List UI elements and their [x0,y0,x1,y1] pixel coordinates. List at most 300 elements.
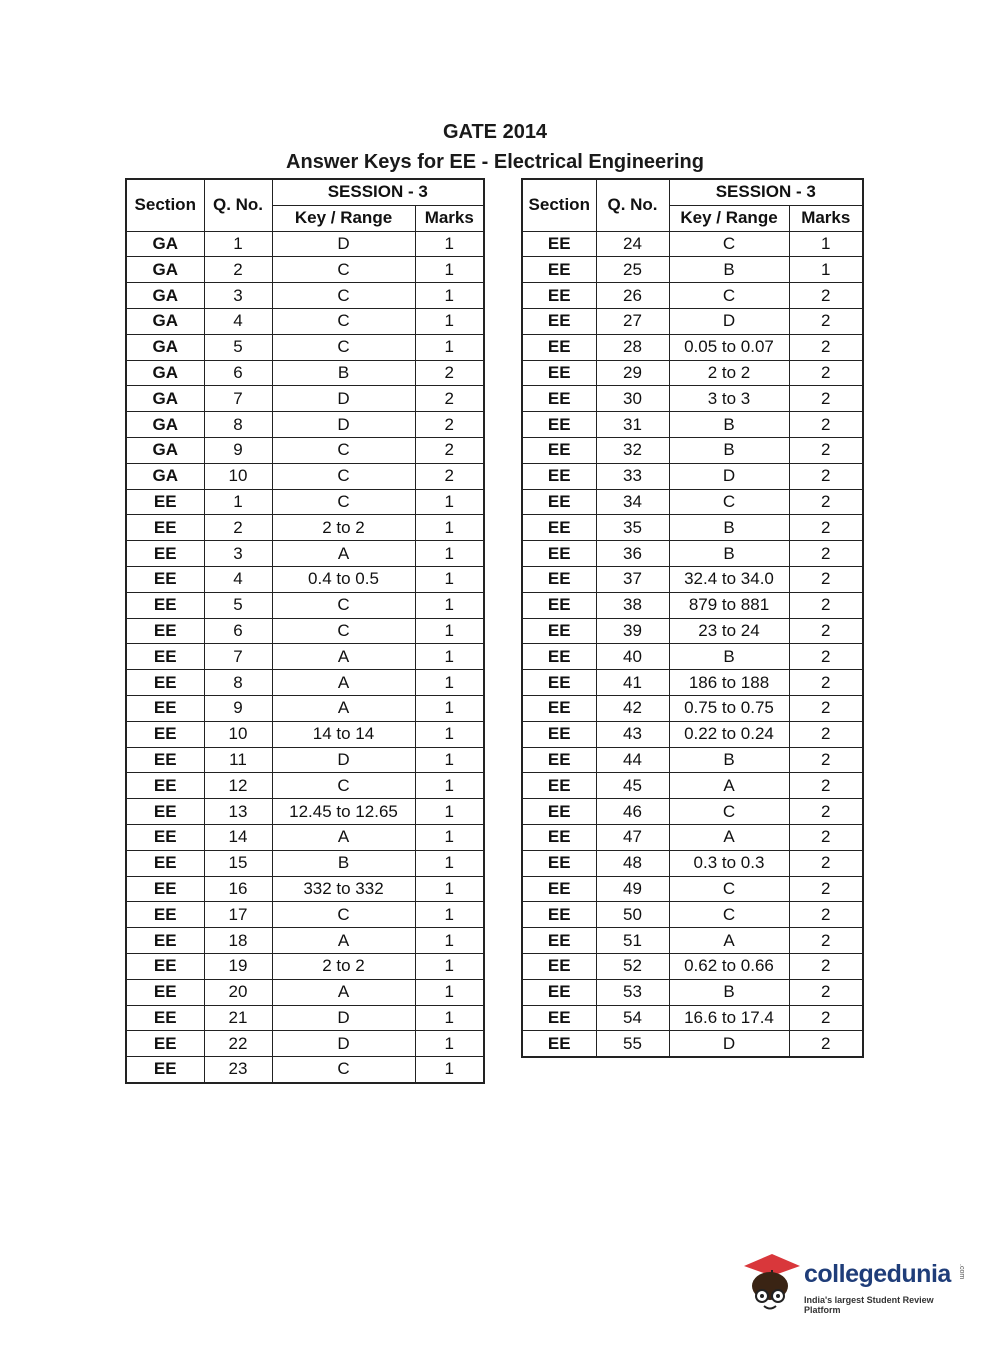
cell-qno: 34 [596,489,669,515]
table-row [522,902,863,928]
cell-qno: 40 [596,644,669,670]
table-row [522,747,863,773]
cell-key: 2 to 2 [272,515,415,541]
cell-section: EE [522,773,596,799]
cell-section: EE [126,1031,204,1057]
cell-marks: 2 [415,437,484,463]
cell-section: GA [126,257,204,283]
cell-marks: 1 [415,773,484,799]
cell-key: 32.4 to 34.0 [669,566,789,592]
cell-key: 0.05 to 0.07 [669,334,789,360]
table-row [522,644,863,670]
cell-marks: 2 [789,592,863,618]
cell-marks: 1 [415,231,484,257]
table-row [522,334,863,360]
cell-qno: 10 [204,721,272,747]
cell-qno: 21 [204,1005,272,1031]
table-row [522,979,863,1005]
table-row [126,902,484,928]
cell-marks: 2 [789,902,863,928]
cell-section: EE [126,902,204,928]
cell-qno: 12 [204,773,272,799]
cell-section: EE [522,386,596,412]
cell-key: 2 to 2 [272,953,415,979]
cell-marks: 1 [415,979,484,1005]
header-marks: Marks [789,205,863,231]
cell-key: A [669,824,789,850]
cell-qno: 22 [204,1031,272,1057]
cell-section: EE [522,721,596,747]
cell-marks: 1 [789,231,863,257]
cell-key: B [669,644,789,670]
table-row [126,308,484,334]
cell-marks: 2 [789,283,863,309]
cell-section: EE [522,463,596,489]
cell-section: EE [522,850,596,876]
cell-section: EE [126,721,204,747]
cell-section: EE [522,747,596,773]
cell-qno: 50 [596,902,669,928]
cell-key: B [272,850,415,876]
cell-section: EE [126,618,204,644]
cell-section: EE [522,953,596,979]
cell-key: 0.22 to 0.24 [669,721,789,747]
cell-key: C [669,876,789,902]
cell-key: B [669,257,789,283]
cell-marks: 1 [415,515,484,541]
header-session: SESSION - 3 [669,179,863,205]
cell-key: D [272,747,415,773]
answer-table-right [521,178,864,1058]
cell-section: EE [522,541,596,567]
table-row [522,618,863,644]
cell-marks: 2 [789,334,863,360]
table-row [126,824,484,850]
cell-section: GA [126,463,204,489]
cell-key: B [669,979,789,1005]
cell-key: C [272,592,415,618]
table-row [126,644,484,670]
cell-marks: 1 [415,799,484,825]
cell-key: A [272,695,415,721]
cell-key: 0.62 to 0.66 [669,953,789,979]
cell-section: EE [126,489,204,515]
logo-brand: collegedunia [804,1260,951,1288]
table-row [126,566,484,592]
cell-section: EE [522,566,596,592]
cell-marks: 2 [789,876,863,902]
cell-key: C [272,283,415,309]
table-row [126,231,484,257]
cell-qno: 9 [204,437,272,463]
cell-qno: 4 [204,308,272,334]
table-row [126,876,484,902]
table-row [126,489,484,515]
cell-key: B [669,515,789,541]
cell-marks: 2 [789,386,863,412]
cell-qno: 33 [596,463,669,489]
cell-section: EE [126,953,204,979]
header-qno: Q. No. [204,179,272,231]
cell-qno: 49 [596,876,669,902]
cell-key: D [272,231,415,257]
mascot-icon [742,1250,802,1314]
cell-marks: 2 [789,541,863,567]
cell-qno: 10 [204,463,272,489]
table-row [522,1005,863,1031]
cell-section: EE [126,799,204,825]
cell-key: C [272,618,415,644]
cell-key: C [669,283,789,309]
cell-qno: 24 [596,231,669,257]
table-row [522,721,863,747]
cell-section: EE [522,231,596,257]
cell-marks: 2 [789,463,863,489]
header-section: Section [126,179,204,231]
cell-key: 16.6 to 17.4 [669,1005,789,1031]
cell-marks: 2 [789,799,863,825]
cell-marks: 1 [415,566,484,592]
cell-section: EE [126,670,204,696]
cell-qno: 5 [204,334,272,360]
cell-qno: 2 [204,257,272,283]
cell-section: EE [522,515,596,541]
cell-marks: 1 [415,1057,484,1083]
table-row [522,592,863,618]
table-row [522,386,863,412]
table-row [126,618,484,644]
cell-key: 0.4 to 0.5 [272,566,415,592]
cell-key: D [272,1005,415,1031]
cell-section: GA [126,283,204,309]
cell-qno: 6 [204,618,272,644]
cell-key: D [272,1031,415,1057]
cell-section: EE [126,928,204,954]
cell-key: C [669,489,789,515]
table-row [522,489,863,515]
cell-qno: 7 [204,644,272,670]
header-session: SESSION - 3 [272,179,484,205]
table-row [126,592,484,618]
cell-marks: 2 [415,360,484,386]
cell-qno: 30 [596,386,669,412]
table-row [126,953,484,979]
logo-tagline: India's largest Student Review Platform [804,1295,934,1315]
table-row [126,334,484,360]
cell-qno: 51 [596,928,669,954]
cell-qno: 32 [596,437,669,463]
cell-qno: 9 [204,695,272,721]
cell-key: B [669,541,789,567]
collegedunia-logo [742,1250,972,1320]
cell-marks: 2 [789,1005,863,1031]
cell-key: A [272,541,415,567]
cell-marks: 1 [415,695,484,721]
table-row [522,515,863,541]
cell-qno: 43 [596,721,669,747]
cell-key: C [272,334,415,360]
cell-marks: 2 [789,850,863,876]
cell-key: D [669,308,789,334]
cell-qno: 13 [204,799,272,825]
table-row [126,979,484,1005]
cell-section: EE [522,412,596,438]
cell-marks: 2 [789,979,863,1005]
cell-marks: 1 [415,953,484,979]
cell-key: 879 to 881 [669,592,789,618]
cell-key: A [272,979,415,1005]
cell-marks: 2 [789,953,863,979]
cell-qno: 27 [596,308,669,334]
cell-qno: 3 [204,283,272,309]
cell-qno: 53 [596,979,669,1005]
cell-qno: 8 [204,412,272,438]
cell-qno: 1 [204,231,272,257]
cell-section: EE [522,644,596,670]
cell-key: 3 to 3 [669,386,789,412]
cell-key: B [272,360,415,386]
header-key: Key / Range [669,205,789,231]
cell-section: EE [126,515,204,541]
cell-qno: 3 [204,541,272,567]
cell-marks: 2 [789,747,863,773]
cell-section: EE [126,541,204,567]
cell-qno: 45 [596,773,669,799]
cell-section: EE [522,489,596,515]
cell-marks: 1 [415,308,484,334]
cell-marks: 2 [789,437,863,463]
table-row [522,850,863,876]
cell-qno: 28 [596,334,669,360]
cell-section: EE [522,902,596,928]
cell-key: C [272,902,415,928]
cell-key: A [669,773,789,799]
table-row [126,850,484,876]
cell-qno: 47 [596,824,669,850]
cell-key: D [669,1031,789,1057]
cell-key: A [272,928,415,954]
cell-marks: 1 [415,644,484,670]
cell-section: EE [126,566,204,592]
cell-qno: 19 [204,953,272,979]
cell-qno: 54 [596,1005,669,1031]
header-marks: Marks [415,205,484,231]
cell-marks: 2 [789,360,863,386]
cell-qno: 17 [204,902,272,928]
cell-qno: 31 [596,412,669,438]
cell-marks: 1 [415,257,484,283]
cell-marks: 1 [415,1005,484,1031]
cell-section: EE [126,592,204,618]
cell-qno: 46 [596,799,669,825]
cell-section: GA [126,308,204,334]
cell-marks: 2 [789,928,863,954]
cell-marks: 1 [415,618,484,644]
cell-marks: 1 [415,876,484,902]
cell-marks: 2 [789,1031,863,1057]
cell-marks: 1 [789,257,863,283]
cell-qno: 4 [204,566,272,592]
cell-key: 23 to 24 [669,618,789,644]
cell-marks: 1 [415,283,484,309]
table-row [126,1057,484,1083]
table-row [126,747,484,773]
cell-section: EE [522,308,596,334]
cell-marks: 2 [789,773,863,799]
cell-section: EE [522,334,596,360]
cell-section: GA [126,386,204,412]
cell-marks: 2 [415,463,484,489]
cell-marks: 1 [415,489,484,515]
cell-key: D [272,412,415,438]
table-row [522,1031,863,1057]
cell-marks: 2 [789,308,863,334]
cell-key: 332 to 332 [272,876,415,902]
cell-qno: 52 [596,953,669,979]
cell-qno: 29 [596,360,669,386]
cell-qno: 39 [596,618,669,644]
table-row [522,412,863,438]
cell-qno: 44 [596,747,669,773]
cell-qno: 8 [204,670,272,696]
header-section: Section [522,179,596,231]
cell-key: 14 to 14 [272,721,415,747]
cell-qno: 36 [596,541,669,567]
table-row [522,876,863,902]
cell-key: C [669,799,789,825]
cell-key: D [272,386,415,412]
cell-qno: 5 [204,592,272,618]
cell-marks: 1 [415,592,484,618]
cell-section: EE [126,850,204,876]
cell-qno: 6 [204,360,272,386]
cell-section: EE [522,928,596,954]
cell-qno: 26 [596,283,669,309]
cell-qno: 7 [204,386,272,412]
cell-key: 12.45 to 12.65 [272,799,415,825]
cell-marks: 1 [415,902,484,928]
cell-qno: 15 [204,850,272,876]
table-row [126,1031,484,1057]
cell-marks: 1 [415,928,484,954]
cell-section: EE [522,618,596,644]
cell-section: EE [126,773,204,799]
table-row [522,308,863,334]
table-row [126,721,484,747]
table-row [522,360,863,386]
cell-marks: 1 [415,541,484,567]
cell-qno: 2 [204,515,272,541]
page-title: GATE 2014 [442,121,548,143]
cell-section: EE [522,1031,596,1057]
cell-qno: 1 [204,489,272,515]
cell-section: EE [126,747,204,773]
table-row [126,773,484,799]
cell-marks: 2 [789,670,863,696]
table-row [522,953,863,979]
cell-key: B [669,412,789,438]
table-row [126,928,484,954]
cell-marks: 1 [415,670,484,696]
cell-marks: 1 [415,850,484,876]
cell-marks: 1 [415,334,484,360]
table-row [522,799,863,825]
cell-key: B [669,437,789,463]
cell-marks: 2 [789,721,863,747]
cell-section: EE [522,437,596,463]
answer-table-left [125,178,485,1084]
cell-qno: 38 [596,592,669,618]
cell-qno: 35 [596,515,669,541]
table-row [522,670,863,696]
cell-key: 2 to 2 [669,360,789,386]
cell-qno: 55 [596,1031,669,1057]
cell-key: C [272,773,415,799]
cell-qno: 42 [596,695,669,721]
cell-section: EE [522,979,596,1005]
cell-marks: 1 [415,721,484,747]
cell-section: EE [126,644,204,670]
cell-marks: 2 [415,386,484,412]
cell-key: A [272,644,415,670]
header-qno: Q. No. [596,179,669,231]
table-body [522,231,863,1057]
logo-suffix: .com [958,1264,965,1280]
cell-key: C [272,308,415,334]
cell-section: EE [522,799,596,825]
cell-section: EE [522,876,596,902]
table-row [126,386,484,412]
page-subtitle: Answer Keys for EE - Electrical Engineering [286,151,704,173]
cell-section: EE [126,1057,204,1083]
cell-key: 0.3 to 0.3 [669,850,789,876]
table-row [126,437,484,463]
table-row [126,257,484,283]
cell-qno: 41 [596,670,669,696]
cell-qno: 20 [204,979,272,1005]
cell-marks: 2 [789,618,863,644]
cell-marks: 1 [415,1031,484,1057]
cell-marks: 2 [789,412,863,438]
table-row [126,695,484,721]
cell-marks: 2 [789,644,863,670]
cell-key: C [272,489,415,515]
cell-section: GA [126,360,204,386]
cell-qno: 14 [204,824,272,850]
cell-qno: 18 [204,928,272,954]
cell-section: GA [126,437,204,463]
cell-qno: 16 [204,876,272,902]
table-row [126,283,484,309]
table-row [126,515,484,541]
cell-key: D [669,463,789,489]
cell-marks: 2 [789,824,863,850]
cell-section: EE [126,1005,204,1031]
cell-section: EE [126,979,204,1005]
cell-section: EE [126,695,204,721]
cell-section: EE [522,257,596,283]
cell-marks: 2 [789,515,863,541]
cell-section: GA [126,412,204,438]
cell-section: GA [126,334,204,360]
table-row [522,773,863,799]
cell-key: C [272,257,415,283]
cell-marks: 1 [415,747,484,773]
cell-key: A [669,928,789,954]
table-row [522,695,863,721]
header-key: Key / Range [272,205,415,231]
cell-section: EE [126,824,204,850]
